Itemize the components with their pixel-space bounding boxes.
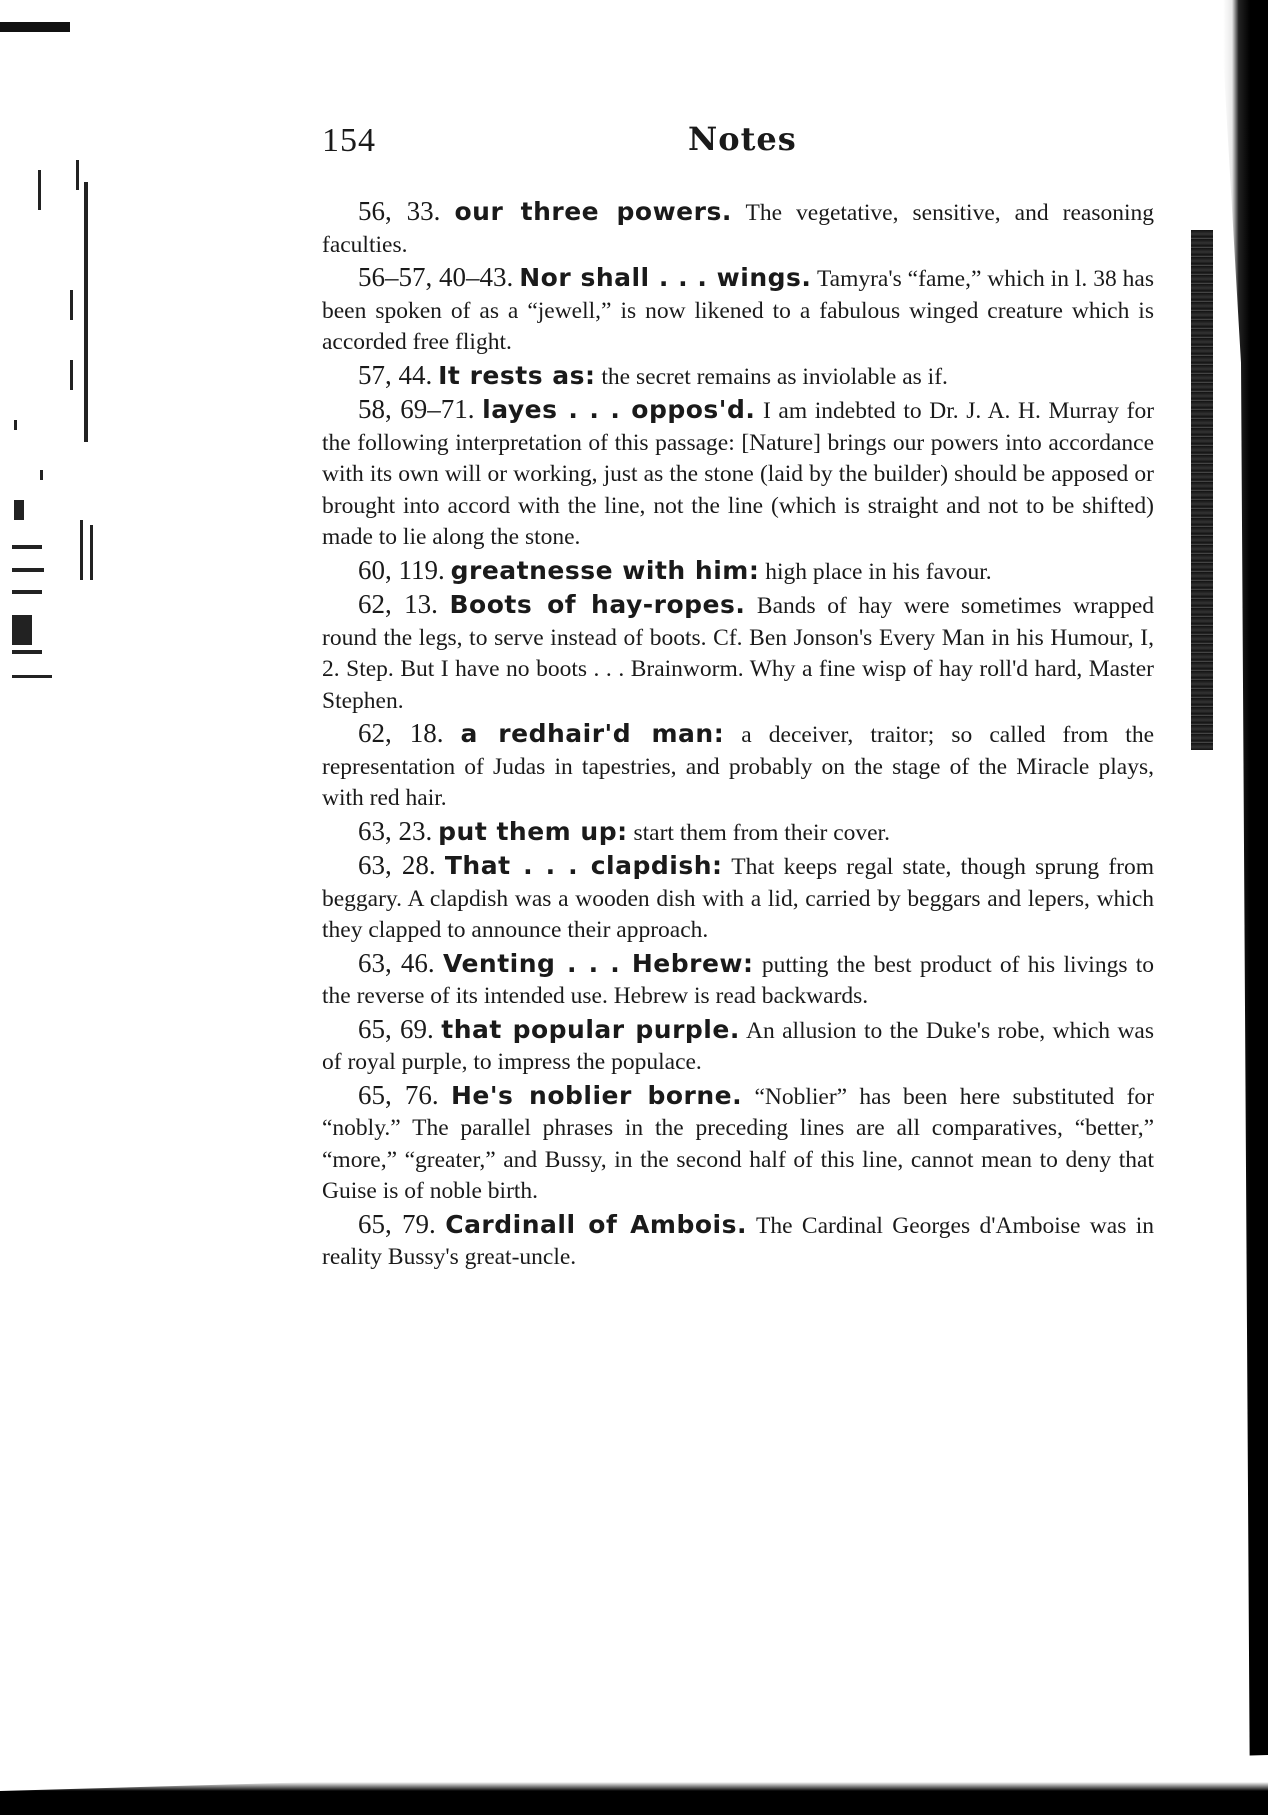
note-gloss: putting the best product of his livings to the reverse of its intended use. Hebrew is read backwards. — [322, 951, 1155, 1009]
note-gloss: I am indebted to Dr. J. A. H. Murray for the following interpretation of this passage: [Nature] brings our powers into accordance with its own will or working, just as the stone (laid by the builder) should be apposed or brought into accord with the line, not the line (which is straight and not to be shifted) made to lie along the stone. — [322, 398, 1155, 550]
note-entry — [322, 1080, 1154, 1208]
note-reference: 58, 69–71. — [358, 394, 475, 424]
note-gloss: start them from their cover. — [633, 819, 890, 846]
note-lemma: greatnesse with him: — [450, 555, 760, 585]
bleed-through-marks — [0, 170, 100, 710]
note-entry — [322, 1209, 1154, 1274]
note-lemma: He's noblier borne. — [451, 1080, 743, 1110]
note-reference: 63, 28. — [358, 850, 436, 880]
note-lemma: a redhair'd man: — [460, 719, 725, 748]
note-entry — [322, 1014, 1154, 1079]
note-reference: 57, 44. — [358, 359, 433, 390]
scan-edge-right-strip — [1191, 230, 1213, 750]
note-lemma: Cardinall of Ambois. — [445, 1209, 747, 1239]
note-lemma: layes . . . oppos'd. — [482, 395, 756, 424]
note-gloss: That keeps regal state, though sprung from beggary. A clapdish was a wooden dish with a lid, carried by beggars and lepers, which they clapped to announce their approach. — [322, 854, 1155, 943]
scan-edge-bottom — [0, 1755, 1268, 1815]
scan-edge-top — [0, 22, 70, 32]
note-reference: 56–57, 40–43. — [358, 262, 514, 292]
note-entry — [322, 816, 1154, 850]
running-title: Notes — [688, 120, 797, 158]
note-gloss: The vegetative, sensitive, and reasoning faculties. — [322, 200, 1155, 258]
note-reference: 62, 18. — [358, 718, 444, 748]
note-lemma: It rests as: — [438, 360, 596, 390]
note-gloss: “Noblier” has been here substituted for “nobly.” The parallel phrases in the preceding lines are all comparatives, “better,” “more,” “greater,” and Bussy, in the second half of this line, cannot mean to deny that Guise is of noble birth. — [322, 1083, 1155, 1204]
note-gloss: the secret remains as inviolable as if. — [601, 363, 948, 390]
note-entry — [322, 360, 1154, 394]
note-reference: 60, 119. — [358, 554, 445, 585]
note-entry — [322, 718, 1154, 815]
note-lemma: Venting . . . Hebrew: — [442, 948, 754, 978]
note-entry — [322, 196, 1154, 261]
note-lemma: That . . . clapdish: — [444, 851, 723, 880]
note-gloss: Tamyra's “fame,” which in l. 38 has been spoken of as a “jewell,” is now likened to a fabulous winged creature which is accorded free flight. — [322, 266, 1155, 355]
note-reference: 63, 46. — [358, 947, 435, 978]
note-gloss: The Cardinal Georges d'Amboise was in reality Bussy's great-uncle. — [322, 1212, 1155, 1270]
note-lemma: Boots of hay-ropes. — [449, 590, 746, 619]
note-reference: 62, 13. — [358, 589, 438, 619]
note-gloss: a deceiver, traitor; so called from the representation of Judas in tapestries, and probably on the stage of the Miracle plays, with red hair. — [322, 722, 1155, 811]
note-reference: 56, 33. — [358, 196, 441, 226]
note-entry — [322, 850, 1154, 947]
page-number: 154 — [322, 122, 376, 159]
note-lemma: our three powers. — [454, 197, 732, 226]
note-gloss: Bands of hay were sometimes wrapped round the legs, to serve instead of boots. Cf. Ben Jonson's Every Man in his Humour, I, 2. Step. But I have no boots . . . Brainworm. Why a fine wisp of hay roll'd hard, Master Stephen. — [322, 593, 1155, 714]
note-entry — [322, 262, 1154, 359]
note-gloss: An allusion to the Duke's robe, which was of royal purple, to impress the populace. — [322, 1017, 1155, 1075]
note-entry — [322, 555, 1154, 589]
note-entry — [322, 394, 1154, 554]
note-lemma: that popular purple. — [441, 1014, 740, 1044]
note-reference: 65, 76. — [358, 1079, 439, 1110]
note-reference: 65, 79. — [358, 1208, 436, 1239]
note-lemma: Nor shall . . . wings. — [519, 263, 812, 292]
note-entry — [322, 948, 1154, 1013]
note-entry — [322, 589, 1154, 717]
note-reference: 63, 23. — [358, 815, 433, 846]
note-reference: 65, 69. — [358, 1013, 434, 1044]
note-gloss: high place in his favour. — [765, 558, 992, 585]
note-lemma: put them up: — [438, 816, 628, 846]
notes-list — [322, 196, 1154, 1275]
scan-edge-right — [1223, 0, 1268, 1815]
page-header — [322, 118, 1162, 178]
